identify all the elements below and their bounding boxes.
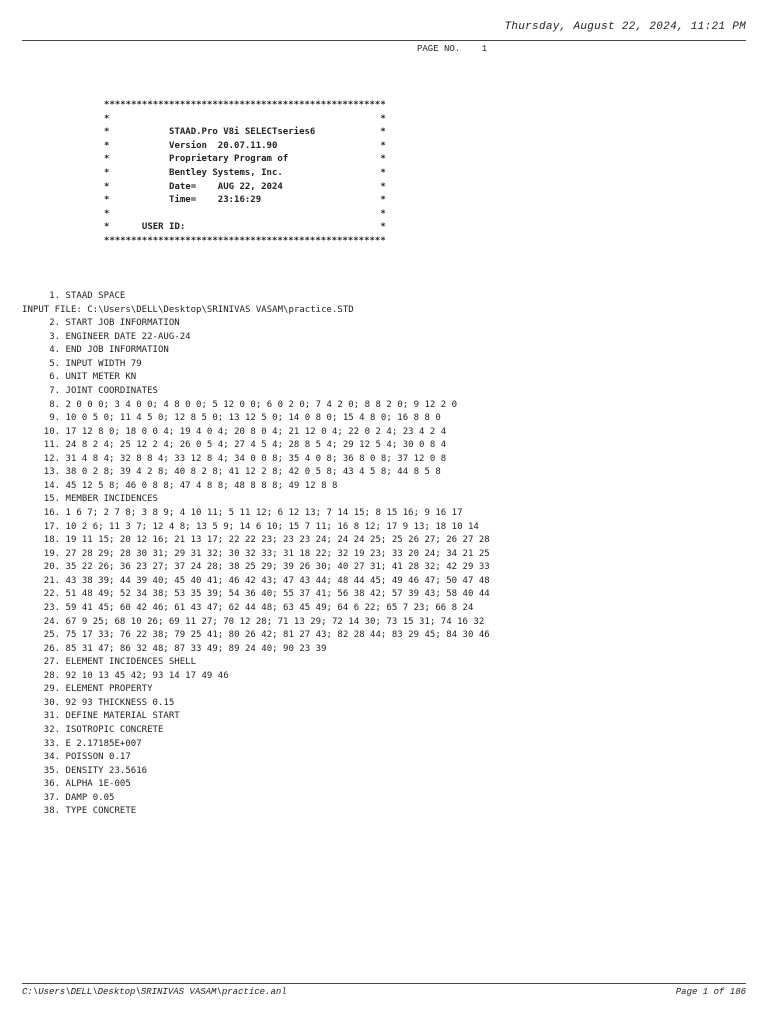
listing-line: 33. E 2.17185E+007 bbox=[22, 738, 142, 749]
listing-line: 31. DEFINE MATERIAL START bbox=[22, 711, 180, 722]
banner-line: * USER ID: * bbox=[104, 222, 386, 233]
listing-line: 25. 75 17 33; 76 22 38; 79 25 41; 80 26 42; 81 27 43; 82 28 44; 83 29 45; 84 30 46 bbox=[22, 630, 490, 641]
banner-line: **************************************************** bbox=[104, 235, 386, 246]
listing-line: 32. ISOTROPIC CONCRETE bbox=[22, 725, 164, 735]
listing-line: 37. DAMP 0.05 bbox=[22, 792, 115, 803]
listing-line: 3. ENGINEER DATE 22-AUG-24 bbox=[22, 331, 191, 342]
page-number: PAGE NO. 1 bbox=[417, 44, 488, 54]
listing-line: 23. 59 41 45; 60 42 46; 61 43 47; 62 44 48; 63 45 49; 64 6 22; 65 7 23; 66 8 24 bbox=[22, 602, 474, 613]
listing-line: 34. POISSON 0.17 bbox=[22, 752, 131, 763]
listing-line: 20. 35 22 26; 36 23 27; 37 24 28; 38 25 29; 39 26 30; 40 27 31; 41 28 32; 42 29 33 bbox=[22, 562, 490, 573]
program-banner bbox=[104, 99, 386, 249]
listing-line: INPUT FILE: C:\Users\DELL\Desktop\SRINIVAS VASAM\practice.STD bbox=[22, 304, 354, 315]
listing-line: 17. 10 2 6; 11 3 7; 12 4 8; 13 5 9; 14 6 10; 15 7 11; 16 8 12; 17 9 13; 18 10 14 bbox=[22, 521, 479, 532]
header-rule bbox=[22, 40, 746, 41]
listing-line: 27. ELEMENT INCIDENCES SHELL bbox=[22, 657, 197, 668]
listing-line: 16. 1 6 7; 2 7 8; 3 8 9; 4 10 11; 5 11 12; 6 12 13; 7 14 15; 8 15 16; 9 16 17 bbox=[22, 508, 463, 518]
banner-line: * STAAD.Pro V8i SELECTseries6 * bbox=[104, 127, 386, 138]
listing-line: 7. JOINT COORDINATES bbox=[22, 385, 158, 396]
input-listing bbox=[22, 290, 490, 819]
listing-line: 19. 27 28 29; 28 30 31; 29 31 32; 30 32 33; 31 18 22; 32 19 23; 33 20 24; 34 21 25 bbox=[22, 548, 490, 559]
listing-line: 22. 51 48 49; 52 34 38; 53 35 39; 54 36 40; 55 37 41; 56 38 42; 57 39 43; 58 40 44 bbox=[22, 589, 490, 600]
banner-line: * Time= 23:16:29 * bbox=[104, 195, 386, 206]
listing-line: 14. 45 12 5 8; 46 0 8 8; 47 4 8 8; 48 8 8 8; 49 12 8 8 bbox=[22, 480, 338, 491]
listing-line: 28. 92 10 13 45 42; 93 14 17 49 46 bbox=[22, 670, 229, 681]
listing-line: 12. 31 4 8 4; 32 8 8 4; 33 12 8 4; 34 0 0 8; 35 4 0 8; 36 8 0 8; 37 12 0 8 bbox=[22, 453, 447, 464]
listing-line: 29. ELEMENT PROPERTY bbox=[22, 684, 153, 695]
print-datetime: Thursday, August 22, 2024, 11:21 PM bbox=[504, 21, 746, 33]
listing-line: 24. 67 9 25; 68 10 26; 69 11 27; 70 12 28; 71 13 29; 72 14 30; 73 15 31; 74 16 32 bbox=[22, 616, 485, 627]
footer-page-label: Page 1 of 186 bbox=[675, 987, 746, 997]
listing-line: 26. 85 31 47; 86 32 48; 87 33 49; 89 24 40; 90 23 39 bbox=[22, 643, 327, 654]
footer-file-path: C:\Users\DELL\Desktop\SRINIVAS VASAM\practice.anl bbox=[22, 987, 287, 997]
listing-line: 15. MEMBER INCIDENCES bbox=[22, 494, 158, 505]
banner-line: * Date= AUG 22, 2024 * bbox=[104, 181, 386, 192]
listing-line: 13. 38 0 2 8; 39 4 2 8; 40 8 2 8; 41 12 2 8; 42 0 5 8; 43 4 5 8; 44 8 5 8 bbox=[22, 467, 441, 478]
listing-line: 1. STAAD SPACE bbox=[22, 291, 126, 301]
listing-line: 6. UNIT METER KN bbox=[22, 372, 137, 383]
listing-line: 8. 2 0 0 0; 3 4 0 0; 4 8 0 0; 5 12 0 0; 6 0 2 0; 7 4 2 0; 8 8 2 0; 9 12 2 0 bbox=[22, 399, 458, 410]
banner-line: * Bentley Systems, Inc. * bbox=[104, 167, 386, 178]
listing-line: 9. 10 0 5 0; 11 4 5 0; 12 8 5 0; 13 12 5 0; 14 0 8 0; 15 4 8 0; 16 8 8 0 bbox=[22, 413, 441, 424]
banner-line: * Version 20.07.11.90 * bbox=[104, 140, 386, 151]
banner-line: **************************************************** bbox=[104, 100, 386, 110]
listing-line: 18. 19 11 15; 20 12 16; 21 13 17; 22 22 23; 23 23 24; 24 24 25; 25 26 27; 26 27 28 bbox=[22, 535, 490, 546]
listing-line: 2. START JOB INFORMATION bbox=[22, 318, 180, 329]
listing-line: 4. END JOB INFORMATION bbox=[22, 345, 169, 356]
footer-rule bbox=[22, 983, 746, 984]
listing-line: 10. 17 12 8 0; 18 0 0 4; 19 4 0 4; 20 8 0 4; 21 12 0 4; 22 0 2 4; 23 4 2 4 bbox=[22, 426, 447, 437]
listing-line: 5. INPUT WIDTH 79 bbox=[22, 358, 142, 369]
banner-line: * Proprietary Program of * bbox=[104, 154, 386, 165]
banner-line: * * bbox=[104, 113, 386, 124]
listing-line: 21. 43 38 39; 44 39 40; 45 40 41; 46 42 43; 47 43 44; 48 44 45; 49 46 47; 50 47 48 bbox=[22, 575, 490, 586]
banner-line: * * bbox=[104, 208, 386, 219]
listing-line: 30. 92 93 THICKNESS 0.15 bbox=[22, 697, 175, 708]
listing-line: 38. TYPE CONCRETE bbox=[22, 806, 137, 817]
listing-line: 36. ALPHA 1E-005 bbox=[22, 779, 131, 790]
listing-line: 35. DENSITY 23.5616 bbox=[22, 765, 148, 776]
listing-line: 11. 24 8 2 4; 25 12 2 4; 26 0 5 4; 27 4 5 4; 28 8 5 4; 29 12 5 4; 30 0 8 4 bbox=[22, 440, 447, 451]
